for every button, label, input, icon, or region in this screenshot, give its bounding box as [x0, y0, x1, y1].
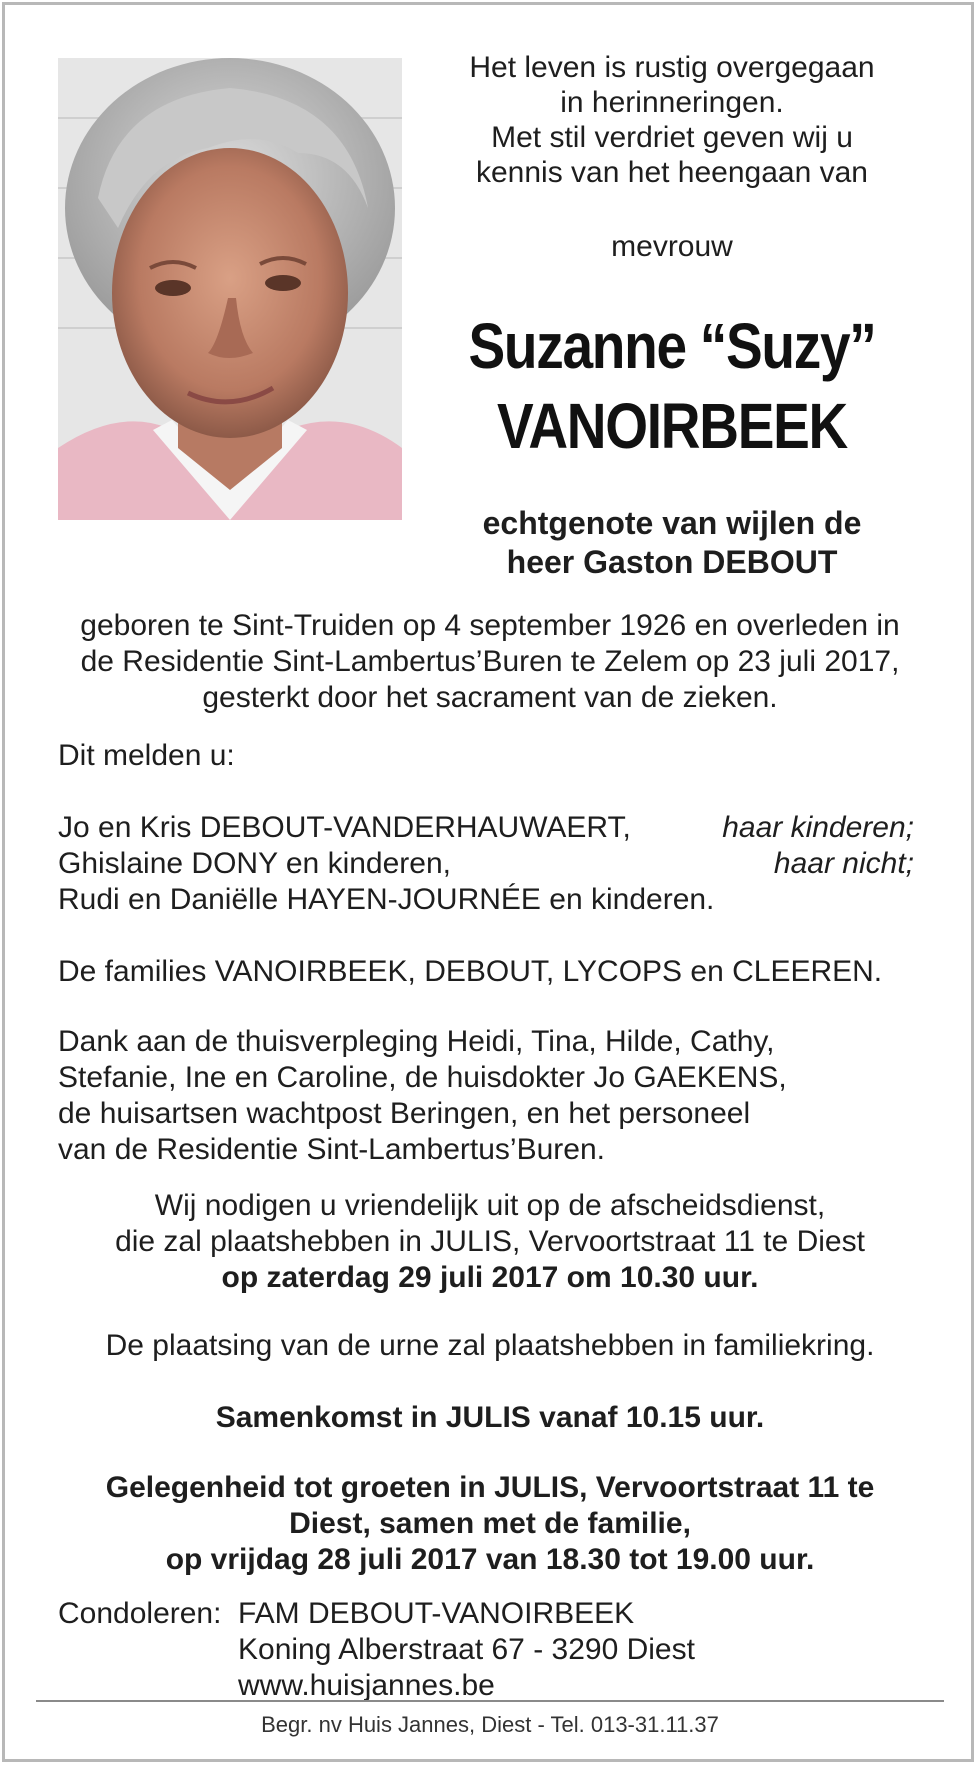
- condolences-label: Condoleren:: [58, 1597, 222, 1630]
- relative-row: [58, 846, 914, 882]
- visitation-line: Gelegenheid tot groeten in JULIS, Vervoortstraat 11 te: [105, 1471, 875, 1504]
- intro-text: [445, 50, 899, 190]
- thanks-line: Dank aan de thuisverpleging Heidi, Tina, Hilde, Cathy,: [58, 1025, 775, 1058]
- birth-death-line: geboren te Sint-Truiden op 4 september 1926 en overleden in: [80, 609, 900, 642]
- thanks-line: de huisartsen wachtpost Beringen, en het personeel: [58, 1097, 751, 1130]
- birth-death-line: gesterkt door het sacrament van de zieken.: [202, 681, 778, 714]
- deceased-name-line1: Suzanne “Suzy”: [468, 310, 876, 382]
- condolences-address: [238, 1596, 695, 1704]
- spouse-line1: echtgenote van wijlen de: [482, 505, 862, 541]
- relative-relation: haar kinderen;: [722, 811, 914, 844]
- visitation-line: Diest, samen met de familie,: [289, 1507, 691, 1540]
- condolences-website[interactable]: www.huisjannes.be: [238, 1669, 495, 1702]
- funeral-home-footer: Begr. nv Huis Jannes, Diest - Tel. 013-31.11.37: [261, 1712, 719, 1737]
- intro-line: Het leven is rustig overgegaan: [469, 51, 875, 84]
- spouse-info: [420, 504, 924, 582]
- gathering-info: Samenkomst in JULIS vanaf 10.15 uur.: [215, 1401, 765, 1434]
- honorific: mevrouw: [611, 230, 733, 263]
- thanks-line: Stefanie, Ine en Caroline, de huisdokter Jo GAEKENS,: [58, 1061, 787, 1094]
- families: De families VANOIRBEEK, DEBOUT, LYCOPS en CLEEREN.: [58, 955, 883, 988]
- spouse-line2: heer Gaston DEBOUT: [506, 544, 838, 580]
- visitation-line: op vrijdag 28 juli 2017 van 18.30 tot 19.00 uur.: [165, 1543, 815, 1576]
- birth-death-line: de Residentie Sint-Lambertus’Buren te Zelem op 23 juli 2017,: [80, 645, 900, 678]
- intro-line: in herinneringen.: [560, 86, 784, 119]
- deceased-name-line2: VANOIRBEEK: [497, 390, 847, 462]
- intro-line: kennis van het heengaan van: [476, 156, 868, 189]
- birth-death-info: [50, 608, 930, 716]
- thanks-text: [58, 1024, 787, 1168]
- announcement: Dit melden u:: [58, 739, 235, 772]
- relative-name: Ghislaine DONY en kinderen,: [58, 847, 451, 880]
- footer-divider: [36, 1700, 944, 1702]
- visitation-info: [36, 1470, 944, 1578]
- urn-info: De plaatsing van de urne zal plaatshebben in familiekring.: [105, 1329, 875, 1362]
- thanks-line: van de Residentie Sint-Lambertus’Buren.: [58, 1133, 605, 1166]
- portrait-photo: [58, 58, 402, 520]
- intro-line: Met stil verdriet geven wij u: [491, 121, 853, 154]
- relative-relation: haar nicht;: [773, 847, 914, 880]
- relative-name: Rudi en Daniëlle HAYEN-JOURNÉE en kinderen.: [58, 883, 715, 916]
- service-info: [36, 1188, 944, 1296]
- service-datetime: op zaterdag 29 juli 2017 om 10.30 uur.: [221, 1261, 759, 1294]
- service-line: Wij nodigen u vriendelijk uit op de afscheidsdienst,: [154, 1189, 826, 1222]
- portrait-image: [58, 58, 402, 520]
- deceased-name: [455, 306, 888, 466]
- relative-name: Jo en Kris DEBOUT-VANDERHAUWAERT,: [58, 811, 631, 844]
- relative-row: [58, 810, 914, 846]
- service-line: die zal plaatshebben in JULIS, Vervoortstraat 11 te Diest: [115, 1225, 865, 1258]
- condolences-line: Koning Alberstraat 67 - 3290 Diest: [238, 1633, 695, 1666]
- condolences-line: FAM DEBOUT-VANOIRBEEK: [238, 1597, 635, 1630]
- relative-row: [58, 882, 914, 918]
